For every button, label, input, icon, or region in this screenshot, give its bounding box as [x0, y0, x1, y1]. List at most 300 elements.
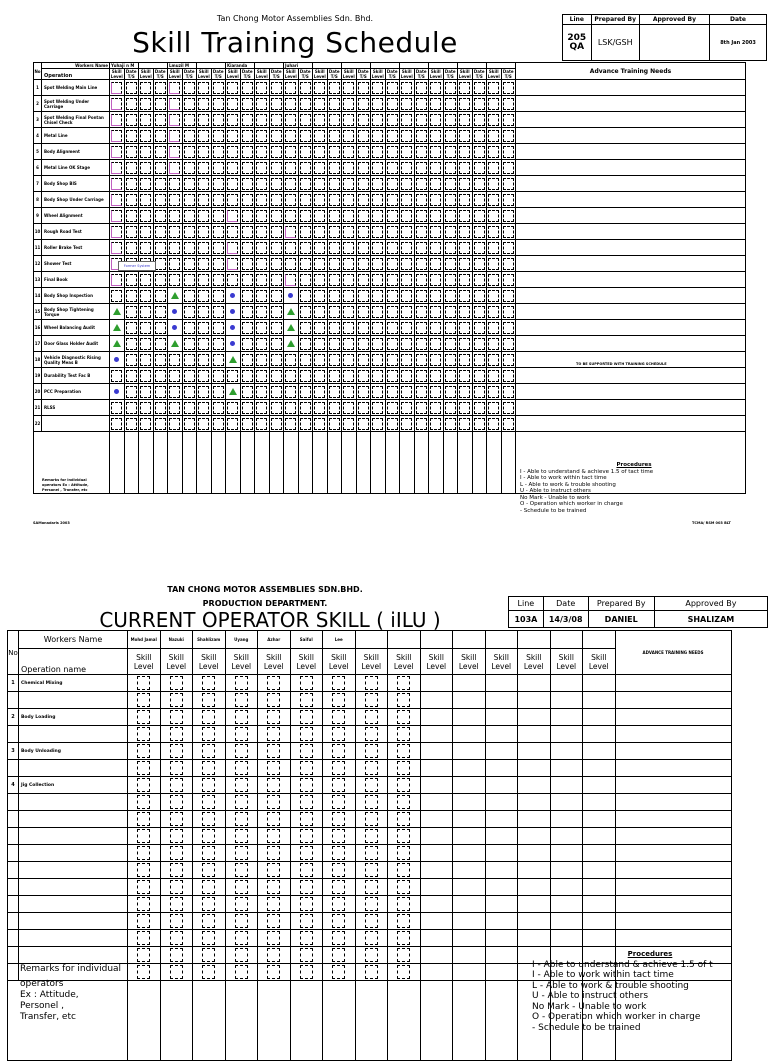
skill-cell[interactable] — [400, 176, 415, 192]
skill-cell[interactable] — [501, 384, 516, 400]
skill-cell[interactable] — [443, 336, 458, 352]
skill-cell-box[interactable] — [397, 829, 410, 843]
skill-cell[interactable] — [518, 794, 551, 811]
skill-cell[interactable] — [371, 160, 386, 176]
skill-cell-box[interactable] — [285, 274, 296, 286]
skill-cell[interactable] — [385, 176, 400, 192]
skill-cell-box[interactable] — [242, 210, 253, 222]
skill-cell-box[interactable] — [503, 98, 514, 110]
skill-cell-box[interactable] — [503, 226, 514, 238]
advance-training-cell[interactable] — [615, 760, 731, 777]
skill-cell[interactable] — [501, 336, 516, 352]
skill-cell[interactable] — [258, 947, 291, 964]
skill-cell-box[interactable] — [332, 880, 345, 894]
skill-cell[interactable] — [290, 675, 323, 692]
skill-cell[interactable] — [139, 384, 154, 400]
skill-cell[interactable] — [269, 304, 284, 320]
skill-cell-box[interactable] — [235, 727, 248, 741]
advance-training-cell[interactable] — [516, 96, 746, 112]
skill-cell-box[interactable] — [300, 402, 311, 414]
skill-cell[interactable] — [342, 384, 357, 400]
skill-cell[interactable] — [323, 726, 356, 743]
skill-cell[interactable] — [414, 400, 429, 416]
skill-cell-box[interactable] — [387, 130, 398, 142]
skill-cell[interactable] — [458, 272, 473, 288]
skill-cell-box[interactable] — [300, 386, 311, 398]
skill-cell-box[interactable] — [184, 98, 195, 110]
skill-cell-box[interactable] — [314, 210, 325, 222]
skill-cell[interactable] — [182, 352, 197, 368]
skill-cell[interactable] — [414, 416, 429, 432]
skill-cell[interactable] — [193, 913, 226, 930]
skill-cell[interactable] — [327, 320, 342, 336]
skill-cell-box[interactable] — [459, 418, 470, 430]
skill-cell-box[interactable] — [169, 226, 180, 238]
skill-cell[interactable] — [371, 96, 386, 112]
skill-cell-box[interactable] — [126, 82, 137, 94]
skill-cell[interactable] — [356, 80, 371, 96]
skill-cell[interactable] — [193, 709, 226, 726]
skill-cell-box[interactable] — [271, 386, 282, 398]
skill-cell-box[interactable] — [184, 258, 195, 270]
skill-cell-box[interactable] — [213, 306, 224, 318]
advance-training-cell[interactable] — [516, 160, 746, 176]
skill-cell-box[interactable] — [300, 178, 311, 190]
skill-cell[interactable] — [197, 256, 212, 272]
skill-cell[interactable] — [197, 224, 212, 240]
skill-cell-box[interactable] — [329, 82, 340, 94]
skill-cell[interactable] — [453, 862, 486, 879]
skill-cell-box[interactable] — [137, 676, 150, 690]
skill-cell-box[interactable] — [416, 194, 427, 206]
skill-cell-box[interactable] — [170, 761, 183, 775]
skill-cell[interactable] — [128, 760, 161, 777]
advance-training-cell[interactable] — [615, 862, 731, 879]
skill-cell-box[interactable] — [300, 82, 311, 94]
skill-cell[interactable] — [226, 144, 241, 160]
skill-cell[interactable] — [225, 743, 258, 760]
skill-cell[interactable] — [240, 288, 255, 304]
skill-cell[interactable] — [290, 828, 323, 845]
skill-cell-box[interactable] — [169, 370, 180, 382]
skill-cell-box[interactable] — [267, 795, 280, 809]
skill-cell[interactable] — [429, 352, 444, 368]
skill-cell-box[interactable] — [430, 130, 441, 142]
skill-cell-box[interactable] — [343, 306, 354, 318]
skill-cell-box[interactable] — [155, 146, 166, 158]
skill-cell[interactable] — [168, 176, 183, 192]
skill-cell-box[interactable] — [430, 146, 441, 158]
skill-cell-box[interactable] — [242, 146, 253, 158]
skill-cell-box[interactable] — [387, 338, 398, 350]
skill-cell[interactable] — [226, 176, 241, 192]
skill-cell[interactable] — [443, 352, 458, 368]
skill-cell[interactable] — [443, 288, 458, 304]
remarks-empty-cell[interactable] — [472, 432, 487, 494]
skill-cell-box[interactable] — [227, 258, 238, 270]
skill-cell-box[interactable] — [372, 130, 383, 142]
skill-cell[interactable] — [269, 336, 284, 352]
skill-cell-box[interactable] — [235, 931, 248, 945]
skill-cell-box[interactable] — [488, 290, 499, 302]
skill-cell-box[interactable] — [430, 322, 441, 334]
skill-cell[interactable] — [583, 743, 616, 760]
skill-cell-box[interactable] — [387, 418, 398, 430]
skill-cell[interactable] — [583, 913, 616, 930]
skill-cell[interactable] — [197, 416, 212, 432]
skill-cell[interactable] — [472, 192, 487, 208]
skill-cell-box[interactable] — [329, 322, 340, 334]
skill-cell-box[interactable] — [430, 338, 441, 350]
skill-cell[interactable] — [385, 96, 400, 112]
skill-cell-box[interactable] — [202, 846, 215, 860]
remarks-empty-cell[interactable] — [323, 981, 356, 1061]
skill-cell-box[interactable] — [459, 274, 470, 286]
skill-cell[interactable] — [160, 964, 193, 981]
skill-cell[interactable] — [400, 352, 415, 368]
skill-cell-box[interactable] — [169, 98, 180, 110]
skill-cell[interactable] — [342, 416, 357, 432]
skill-cell[interactable] — [355, 896, 388, 913]
skill-cell-box[interactable] — [126, 98, 137, 110]
skill-cell-box[interactable] — [137, 693, 150, 707]
skill-cell[interactable] — [487, 288, 502, 304]
skill-cell-box[interactable] — [271, 210, 282, 222]
skill-cell[interactable] — [168, 160, 183, 176]
skill-cell-box[interactable] — [474, 130, 485, 142]
skill-cell[interactable] — [518, 845, 551, 862]
skill-cell[interactable] — [453, 913, 486, 930]
skill-cell[interactable] — [124, 368, 139, 384]
skill-cell-box[interactable] — [155, 290, 166, 302]
skill-cell[interactable] — [583, 845, 616, 862]
skill-cell[interactable] — [429, 416, 444, 432]
skill-cell[interactable] — [550, 896, 583, 913]
skill-cell[interactable] — [139, 112, 154, 128]
skill-cell-box[interactable] — [256, 402, 267, 414]
skill-cell[interactable] — [443, 112, 458, 128]
skill-cell-box[interactable] — [503, 274, 514, 286]
skill-cell[interactable] — [414, 80, 429, 96]
skill-cell-box[interactable] — [401, 290, 412, 302]
skill-cell[interactable] — [160, 930, 193, 947]
skill-cell-box[interactable] — [416, 114, 427, 126]
skill-cell-box[interactable] — [213, 162, 224, 174]
skill-cell-box[interactable] — [416, 258, 427, 270]
skill-cell-box[interactable] — [459, 258, 470, 270]
skill-cell-box[interactable] — [387, 322, 398, 334]
skill-cell[interactable] — [226, 320, 241, 336]
skill-cell-box[interactable] — [314, 370, 325, 382]
skill-cell[interactable] — [371, 240, 386, 256]
skill-cell-box[interactable] — [474, 82, 485, 94]
skill-cell[interactable] — [269, 160, 284, 176]
skill-cell-box[interactable] — [198, 210, 209, 222]
skill-cell[interactable] — [110, 400, 125, 416]
skill-cell[interactable] — [225, 760, 258, 777]
skill-cell[interactable] — [182, 272, 197, 288]
skill-cell-box[interactable] — [140, 162, 151, 174]
skill-cell-box[interactable] — [202, 778, 215, 792]
skill-cell[interactable] — [501, 144, 516, 160]
skill-cell-box[interactable] — [300, 114, 311, 126]
skill-cell[interactable] — [128, 930, 161, 947]
skill-cell[interactable] — [139, 208, 154, 224]
skill-cell[interactable] — [501, 368, 516, 384]
skill-cell[interactable] — [342, 176, 357, 192]
skill-cell[interactable] — [284, 352, 299, 368]
skill-cell-box[interactable] — [155, 242, 166, 254]
skill-cell-box[interactable] — [387, 210, 398, 222]
skill-cell-box[interactable] — [445, 402, 456, 414]
skill-cell-box[interactable] — [111, 274, 122, 286]
skill-cell[interactable] — [258, 964, 291, 981]
skill-cell-box[interactable] — [202, 761, 215, 775]
skill-cell-box[interactable] — [416, 130, 427, 142]
skill-cell[interactable] — [487, 112, 502, 128]
skill-cell[interactable] — [388, 709, 421, 726]
skill-cell[interactable] — [501, 288, 516, 304]
skill-cell[interactable] — [400, 144, 415, 160]
remarks-empty-cell[interactable] — [128, 981, 161, 1061]
skill-cell-box[interactable] — [169, 178, 180, 190]
skill-cell-box[interactable] — [155, 338, 166, 350]
advance-training-cell[interactable] — [516, 192, 746, 208]
skill-cell-box[interactable] — [503, 418, 514, 430]
skill-cell[interactable] — [388, 828, 421, 845]
skill-cell[interactable] — [487, 336, 502, 352]
skill-cell[interactable] — [443, 144, 458, 160]
skill-cell-box[interactable] — [300, 710, 313, 724]
skill-cell[interactable] — [385, 128, 400, 144]
skill-cell-box[interactable] — [430, 370, 441, 382]
skill-cell-box[interactable] — [314, 98, 325, 110]
skill-cell-box[interactable] — [503, 290, 514, 302]
skill-cell[interactable] — [153, 80, 168, 96]
skill-cell[interactable] — [153, 384, 168, 400]
skill-cell-box[interactable] — [387, 370, 398, 382]
skill-cell-box[interactable] — [213, 194, 224, 206]
skill-cell-box[interactable] — [267, 812, 280, 826]
skill-cell[interactable] — [388, 930, 421, 947]
skill-cell-box[interactable] — [155, 98, 166, 110]
skill-cell[interactable] — [485, 947, 518, 964]
skill-cell[interactable] — [284, 320, 299, 336]
skill-cell[interactable] — [225, 862, 258, 879]
skill-cell[interactable] — [327, 144, 342, 160]
remarks-empty-cell[interactable] — [160, 981, 193, 1061]
skill-cell[interactable] — [550, 675, 583, 692]
skill-cell[interactable] — [182, 128, 197, 144]
skill-cell-box[interactable] — [401, 338, 412, 350]
skill-cell-box[interactable] — [416, 418, 427, 430]
skill-cell-box[interactable] — [184, 354, 195, 366]
skill-cell-box[interactable] — [401, 370, 412, 382]
skill-cell-box[interactable] — [503, 242, 514, 254]
skill-cell-box[interactable] — [300, 863, 313, 877]
skill-cell-box[interactable] — [343, 226, 354, 238]
skill-cell[interactable] — [168, 256, 183, 272]
skill-cell-box[interactable] — [126, 418, 137, 430]
skill-cell-box[interactable] — [213, 210, 224, 222]
skill-cell-box[interactable] — [227, 82, 238, 94]
skill-cell-box[interactable] — [365, 727, 378, 741]
skill-cell-box[interactable] — [372, 354, 383, 366]
skill-cell-box[interactable] — [300, 322, 311, 334]
skill-cell-box[interactable] — [365, 795, 378, 809]
skill-cell-box[interactable] — [397, 812, 410, 826]
skill-cell[interactable] — [429, 176, 444, 192]
skill-cell[interactable] — [342, 192, 357, 208]
skill-cell[interactable] — [342, 288, 357, 304]
skill-cell-box[interactable] — [387, 226, 398, 238]
skill-cell-box[interactable] — [140, 82, 151, 94]
skill-cell-box[interactable] — [430, 82, 441, 94]
skill-cell-box[interactable] — [329, 306, 340, 318]
skill-cell[interactable] — [225, 675, 258, 692]
skill-cell[interactable] — [139, 128, 154, 144]
skill-cell-box[interactable] — [126, 194, 137, 206]
skill-cell-box[interactable] — [372, 146, 383, 158]
skill-cell[interactable] — [211, 80, 226, 96]
advance-training-cell[interactable] — [615, 845, 731, 862]
skill-cell[interactable] — [284, 208, 299, 224]
skill-cell[interactable] — [139, 240, 154, 256]
skill-cell[interactable] — [400, 112, 415, 128]
skill-cell[interactable] — [518, 692, 551, 709]
skill-cell[interactable] — [400, 272, 415, 288]
skill-cell-box[interactable] — [198, 194, 209, 206]
skill-cell-box[interactable] — [358, 146, 369, 158]
skill-cell-box[interactable] — [227, 226, 238, 238]
skill-cell[interactable] — [388, 760, 421, 777]
skill-cell[interactable] — [240, 384, 255, 400]
advance-training-cell[interactable] — [516, 336, 746, 352]
skill-cell[interactable] — [356, 288, 371, 304]
skill-cell-box[interactable] — [358, 322, 369, 334]
skill-cell-box[interactable] — [332, 829, 345, 843]
skill-cell[interactable] — [327, 304, 342, 320]
skill-cell-box[interactable] — [488, 418, 499, 430]
skill-cell[interactable] — [240, 176, 255, 192]
skill-cell[interactable] — [356, 192, 371, 208]
skill-cell-box[interactable] — [202, 914, 215, 928]
skill-cell[interactable] — [240, 416, 255, 432]
skill-cell-box[interactable] — [213, 130, 224, 142]
skill-cell[interactable] — [197, 368, 212, 384]
skill-cell[interactable] — [197, 208, 212, 224]
remarks-empty-cell[interactable] — [193, 981, 226, 1061]
skill-cell[interactable] — [342, 336, 357, 352]
skill-cell-box[interactable] — [242, 402, 253, 414]
skill-cell[interactable] — [298, 208, 313, 224]
skill-cell-box[interactable] — [401, 210, 412, 222]
skill-cell[interactable] — [110, 336, 125, 352]
skill-cell[interactable] — [323, 794, 356, 811]
skill-cell[interactable] — [414, 192, 429, 208]
skill-cell[interactable] — [487, 416, 502, 432]
skill-cell-box[interactable] — [372, 290, 383, 302]
skill-cell-box[interactable] — [488, 194, 499, 206]
skill-cell-box[interactable] — [126, 322, 137, 334]
skill-cell[interactable] — [443, 80, 458, 96]
skill-cell[interactable] — [168, 368, 183, 384]
skill-cell-box[interactable] — [256, 306, 267, 318]
skill-cell-box[interactable] — [397, 693, 410, 707]
skill-cell-box[interactable] — [314, 386, 325, 398]
skill-cell-box[interactable] — [198, 306, 209, 318]
skill-cell-box[interactable] — [332, 931, 345, 945]
skill-cell-box[interactable] — [242, 418, 253, 430]
skill-cell-box[interactable] — [267, 727, 280, 741]
skill-cell-box[interactable] — [300, 761, 313, 775]
skill-cell-box[interactable] — [198, 98, 209, 110]
skill-cell-box[interactable] — [365, 744, 378, 758]
skill-cell[interactable] — [255, 336, 270, 352]
skill-cell[interactable] — [414, 352, 429, 368]
skill-cell-box[interactable] — [459, 210, 470, 222]
skill-cell-box[interactable] — [416, 82, 427, 94]
skill-cell-box[interactable] — [387, 306, 398, 318]
skill-cell[interactable] — [240, 80, 255, 96]
skill-cell-box[interactable] — [343, 130, 354, 142]
skill-cell[interactable] — [284, 272, 299, 288]
skill-cell[interactable] — [197, 304, 212, 320]
skill-cell[interactable] — [371, 416, 386, 432]
skill-cell-box[interactable] — [459, 290, 470, 302]
skill-cell[interactable] — [110, 224, 125, 240]
skill-cell[interactable] — [371, 320, 386, 336]
skill-cell-box[interactable] — [343, 290, 354, 302]
skill-cell-box[interactable] — [474, 322, 485, 334]
skill-cell-box[interactable] — [184, 178, 195, 190]
skill-cell[interactable] — [472, 368, 487, 384]
skill-cell[interactable] — [429, 272, 444, 288]
skill-cell[interactable] — [583, 811, 616, 828]
skill-cell-box[interactable] — [401, 306, 412, 318]
skill-cell[interactable] — [193, 828, 226, 845]
skill-cell-box[interactable] — [358, 258, 369, 270]
skill-cell-box[interactable] — [242, 226, 253, 238]
skill-cell[interactable] — [355, 913, 388, 930]
skill-cell[interactable] — [139, 96, 154, 112]
skill-cell-box[interactable] — [430, 258, 441, 270]
skill-cell[interactable] — [420, 930, 453, 947]
skill-cell-box[interactable] — [202, 880, 215, 894]
skill-cell[interactable] — [193, 692, 226, 709]
skill-cell-box[interactable] — [198, 290, 209, 302]
skill-cell-box[interactable] — [332, 693, 345, 707]
skill-cell[interactable] — [128, 726, 161, 743]
advance-training-cell[interactable] — [516, 400, 746, 416]
skill-cell[interactable] — [501, 256, 516, 272]
skill-cell-box[interactable] — [314, 354, 325, 366]
skill-cell[interactable] — [226, 80, 241, 96]
remarks-empty-cell[interactable] — [355, 981, 388, 1061]
skill-cell[interactable] — [388, 726, 421, 743]
skill-cell-box[interactable] — [416, 322, 427, 334]
skill-cell-box[interactable] — [365, 812, 378, 826]
skill-cell[interactable] — [284, 160, 299, 176]
skill-cell[interactable] — [472, 160, 487, 176]
skill-cell[interactable] — [371, 112, 386, 128]
skill-cell[interactable] — [458, 384, 473, 400]
skill-cell[interactable] — [485, 930, 518, 947]
skill-cell-box[interactable] — [300, 914, 313, 928]
skill-cell[interactable] — [371, 352, 386, 368]
skill-cell[interactable] — [290, 862, 323, 879]
skill-cell-box[interactable] — [256, 242, 267, 254]
